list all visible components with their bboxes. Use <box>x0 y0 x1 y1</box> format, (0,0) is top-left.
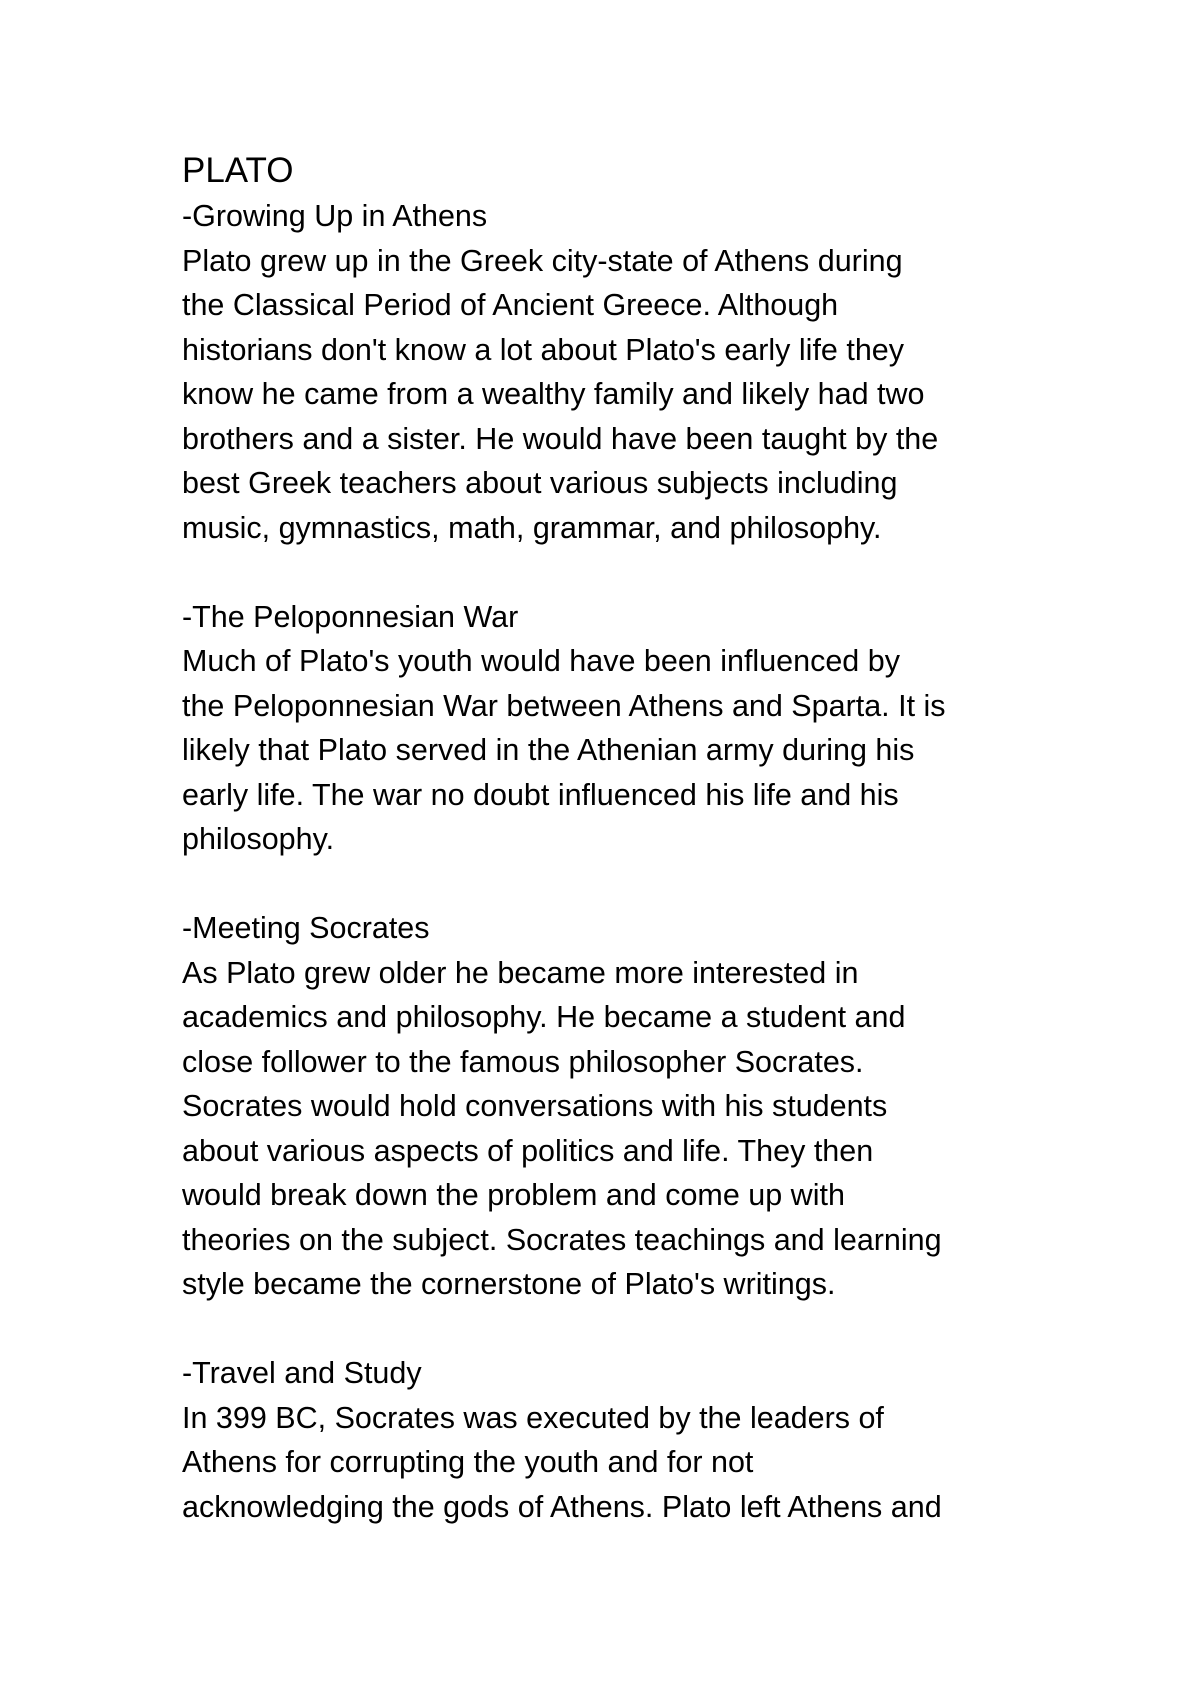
section-heading: -Growing Up in Athens <box>182 199 488 233</box>
paragraph-line: Athens for corrupting the youth and for not <box>182 1445 754 1479</box>
paragraph-line: music, gymnastics, math, grammar, and philosophy. <box>182 510 882 545</box>
paragraph-line: historians don't know a lot about Plato's early life they <box>182 332 905 367</box>
document-title: PLATO <box>182 151 294 190</box>
paragraph-line: theories on the subject. Socrates teachings and learning <box>182 1222 942 1257</box>
paragraph-line: know he came from a wealthy family and likely had two <box>182 377 925 411</box>
paragraph-line: academics and philosophy. He became a student and <box>182 1000 906 1034</box>
paragraph-line: close follower to the famous philosopher Socrates. <box>182 1044 864 1079</box>
document-body <box>182 148 1082 1529</box>
paragraph-line: early life. The war no doubt influenced his life and his <box>182 777 899 812</box>
section-meeting-socrates <box>182 906 1082 1307</box>
section-heading: -The Peloponnesian War <box>182 599 519 634</box>
section-growing-up <box>182 194 1082 550</box>
paragraph-line: the Peloponnesian War between Athens and Sparta. It is <box>182 688 946 723</box>
paragraph-line: As Plato grew older he became more interested in <box>182 955 859 990</box>
paragraph-line: best Greek teachers about various subjects including <box>182 466 898 500</box>
paragraph-line: In 399 BC, Socrates was executed by the leaders of <box>182 1400 884 1435</box>
paragraph-line: philosophy. <box>182 822 335 856</box>
paragraph-line: Much of Plato's youth would have been influenced by <box>182 644 900 678</box>
paragraph-line: likely that Plato served in the Athenian army during his <box>182 733 915 767</box>
paragraph-line: Plato grew up in the Greek city-state of Athens during <box>182 243 903 278</box>
paragraph-line: about various aspects of politics and life. They then <box>182 1133 874 1168</box>
paragraph-line: the Classical Period of Ancient Greece. Although <box>182 288 839 322</box>
paragraph-line: acknowledging the gods of Athens. Plato left Athens and <box>182 1489 942 1524</box>
section-travel-and-study <box>182 1351 1082 1529</box>
paragraph-line: brothers and a sister. He would have been taught by the <box>182 421 939 456</box>
section-peloponnesian-war <box>182 595 1082 862</box>
section-heading: -Travel and Study <box>182 1356 422 1390</box>
paragraph-line: would break down the problem and come up with <box>182 1178 845 1212</box>
paragraph-line: style became the cornerstone of Plato's writings. <box>182 1267 836 1301</box>
paragraph-line: Socrates would hold conversations with his students <box>182 1089 888 1123</box>
section-heading: -Meeting Socrates <box>182 911 430 945</box>
